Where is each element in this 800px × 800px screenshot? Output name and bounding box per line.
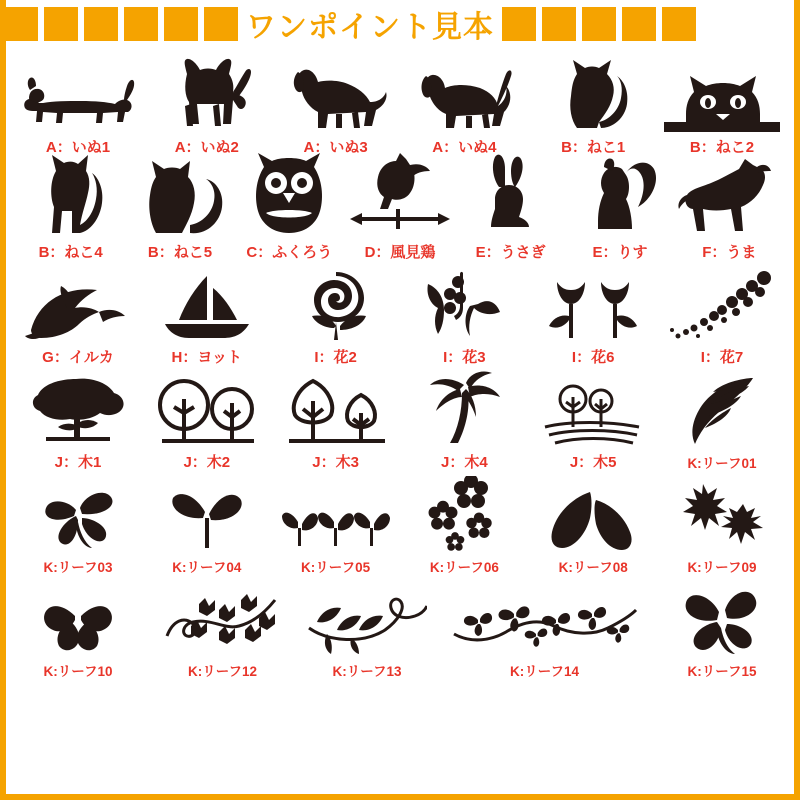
icon-label: I：花2: [314, 349, 357, 366]
icon-label: K:リーフ15: [687, 664, 757, 679]
icon-cell-yacht[interactable]: [145, 264, 269, 367]
clover-vine-icon: [452, 578, 638, 656]
icon-label: K:リーフ14: [509, 664, 580, 679]
icon-label: F：うま: [702, 244, 757, 261]
header-block: [4, 7, 38, 41]
icon-cell-hana3[interactable]: [402, 264, 526, 367]
icon-label: B：ねこ2: [689, 139, 755, 156]
four-leaf-clover-icon: [40, 474, 116, 552]
icon-cell-uma[interactable]: [675, 159, 784, 262]
squirrel-silhouette-icon: [582, 159, 658, 237]
icon-label: G：イルカ: [42, 349, 114, 366]
owl-silhouette-icon: [250, 159, 328, 237]
dolphin-silhouette-icon: [23, 264, 133, 342]
icon-cell-neko1[interactable]: [531, 54, 655, 157]
header-block: [204, 7, 238, 41]
sitting-cat-silhouette-icon: [551, 54, 635, 132]
icon-cell-leaf05[interactable]: [274, 474, 398, 576]
icon-label: K:リーフ09: [687, 560, 757, 575]
retriever-dog-silhouette-icon: [282, 54, 390, 132]
icon-label: K:リーフ05: [301, 560, 371, 575]
icon-cell-neko5[interactable]: [125, 159, 234, 262]
header-right-blocks: [502, 0, 700, 48]
icon-cell-inu2[interactable]: [145, 54, 269, 157]
rabbit-silhouette-icon: [481, 159, 541, 237]
icon-label: K:リーフ10: [43, 664, 113, 679]
page-title: ワンポイント見本: [246, 11, 494, 44]
icon-cell-neko2[interactable]: [660, 54, 784, 157]
icon-grid: [6, 48, 794, 682]
icon-cell-ki3[interactable]: [274, 369, 398, 472]
icon-cell-usagi[interactable]: [456, 159, 565, 262]
header-block: [622, 7, 656, 41]
icon-label: I：花7: [700, 349, 744, 366]
icon-label: I：花3: [443, 349, 486, 366]
icon-label: B：ねこ5: [147, 244, 213, 261]
three-sprouts-icon: [282, 474, 390, 552]
icon-cell-leaf10[interactable]: [16, 578, 140, 680]
icon-cell-ki1[interactable]: [16, 369, 140, 472]
icon-cell-leaf08[interactable]: [531, 474, 655, 576]
icon-label: I：花6: [571, 349, 615, 366]
icon-label: J：木3: [312, 454, 359, 471]
sitting-cat-tail-silhouette-icon: [132, 159, 228, 237]
icon-row: [16, 264, 784, 367]
icon-row: [16, 369, 784, 472]
header-block: [44, 7, 78, 41]
header-left-blocks: [0, 0, 238, 48]
icon-label: E：りす: [592, 244, 648, 261]
header-block: [164, 7, 198, 41]
icon-cell-leaf14[interactable]: [450, 578, 640, 680]
lily-of-the-valley-icon: [420, 264, 508, 342]
icon-label: B：ねこ4: [38, 244, 103, 261]
icon-label: A：いぬ2: [174, 139, 239, 156]
icon-cell-leaf01[interactable]: [660, 370, 784, 472]
icon-cell-leaf13[interactable]: [305, 578, 429, 680]
icon-cell-inu4[interactable]: [402, 54, 526, 157]
header-block: [662, 7, 696, 41]
icon-cell-leaf06[interactable]: [402, 474, 526, 576]
icon-row: [16, 474, 784, 576]
shiba-dog-silhouette-icon: [157, 54, 257, 132]
standing-cat-silhouette-icon: [34, 159, 108, 237]
header-block: [124, 7, 158, 41]
small-flowers-icon: [421, 474, 507, 552]
icon-cell-leaf04[interactable]: [145, 474, 269, 576]
horse-silhouette-icon: [677, 159, 781, 237]
yacht-silhouette-icon: [161, 264, 253, 342]
header-block: [502, 7, 536, 41]
falling-petals-icon: [668, 264, 776, 342]
icon-cell-leaf09[interactable]: [660, 474, 784, 576]
icon-label: H：ヨット: [171, 349, 243, 366]
icon-label: D：風見鶏: [364, 244, 436, 261]
icon-cell-ki2[interactable]: [145, 369, 269, 472]
two-tall-trees-icon: [283, 369, 389, 447]
icon-row: [16, 54, 784, 157]
icon-cell-hana2[interactable]: [274, 264, 398, 367]
palm-tree-icon: [422, 369, 506, 447]
icon-label: J：木4: [441, 454, 488, 471]
single-leaf-icon: [683, 370, 761, 448]
icon-cell-leaf12[interactable]: [161, 578, 285, 680]
icon-cell-kazamidori[interactable]: [344, 159, 456, 262]
rose-flower-icon: [292, 264, 380, 342]
icon-cell-leaf15[interactable]: [660, 578, 784, 680]
header-block: [542, 7, 576, 41]
icon-label: K:リーフ03: [43, 560, 113, 575]
icon-label: K:リーフ04: [172, 560, 242, 575]
icon-label: K:リーフ08: [558, 560, 628, 575]
icon-label: K:リーフ06: [429, 560, 499, 575]
trees-with-hill-icon: [539, 369, 647, 447]
icon-cell-ki4[interactable]: [402, 369, 526, 472]
icon-cell-leaf03[interactable]: [16, 474, 140, 576]
icon-row: [16, 578, 784, 680]
heart-clover-icon: [39, 578, 117, 656]
icon-label: J：木5: [569, 454, 617, 471]
icon-cell-fukurou[interactable]: [235, 159, 344, 262]
icon-cell-ki5[interactable]: [531, 369, 655, 472]
icon-cell-inu3[interactable]: [274, 54, 398, 157]
header-block: [582, 7, 616, 41]
icon-cell-inu1[interactable]: [16, 54, 140, 157]
icon-cell-hana6[interactable]: [531, 264, 655, 367]
dachshund-dog-silhouette-icon: [19, 54, 137, 132]
icon-label: A：いぬ1: [45, 139, 111, 156]
icon-label: B：ねこ1: [561, 139, 626, 156]
icon-label: K:リーフ12: [187, 664, 258, 679]
header-block: [84, 7, 118, 41]
tulip-pair-icon: [545, 264, 641, 342]
two-round-trees-icon: [154, 369, 260, 447]
icon-label: K:リーフ01: [687, 456, 757, 471]
big-tree-icon: [26, 369, 130, 447]
peeking-cat-silhouette-icon: [664, 54, 780, 132]
icon-label: C：ふくろう: [246, 244, 333, 261]
two-leaves-icon: [550, 474, 636, 552]
icon-row: [16, 159, 784, 262]
icon-label: K:リーフ13: [332, 664, 402, 679]
icon-cell-neko4[interactable]: [16, 159, 125, 262]
icon-cell-hana7[interactable]: [660, 264, 784, 367]
icon-label: J：木1: [54, 454, 102, 471]
icon-label: E：うさぎ: [475, 244, 546, 261]
icon-label: A：いぬ3: [303, 139, 368, 156]
leaf-swirl-vine-icon: [307, 578, 427, 656]
beagle-dog-silhouette-icon: [412, 54, 516, 132]
maple-leaves-icon: [679, 474, 765, 552]
icon-label: A：いぬ4: [432, 139, 497, 156]
weather-vane-rooster-icon: [344, 159, 456, 237]
header-banner: [0, 0, 800, 48]
icon-label: J：木2: [183, 454, 231, 471]
icon-cell-risu[interactable]: [565, 159, 674, 262]
ivy-vine-icon: [163, 578, 283, 656]
icon-cell-iruka[interactable]: [16, 264, 140, 367]
big-clover-icon: [683, 578, 761, 656]
sprout-leaf-icon: [169, 474, 245, 552]
